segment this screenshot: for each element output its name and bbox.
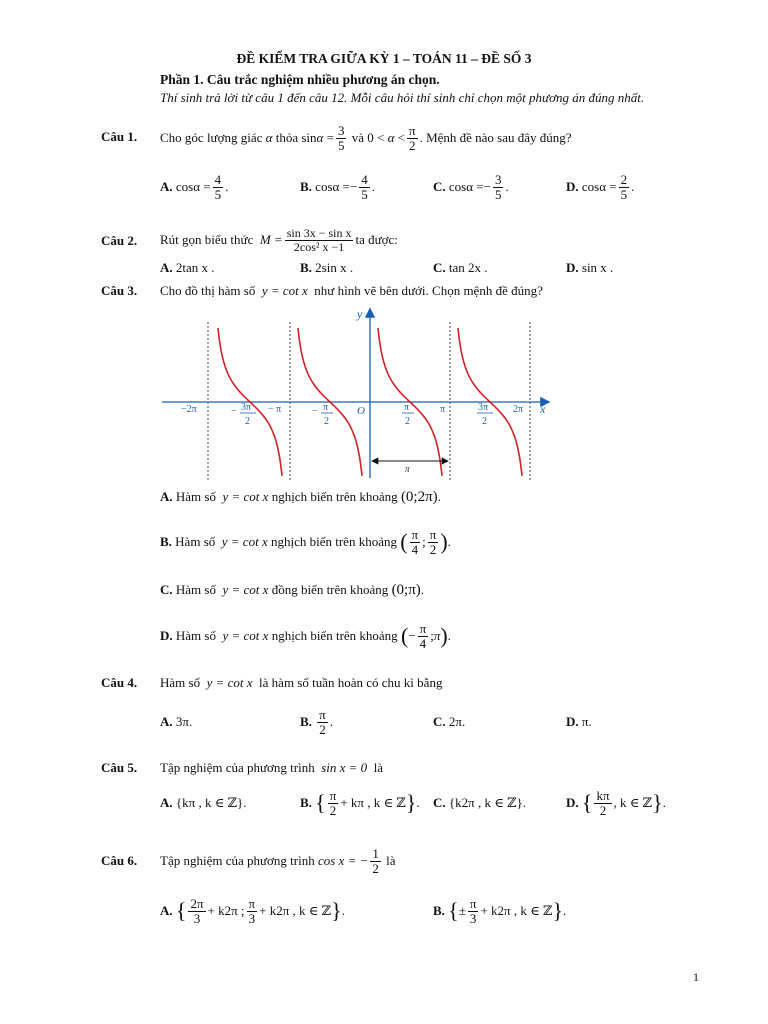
q4-option-d[interactable] (566, 714, 592, 730)
q5-option-d-den: 2 (599, 802, 607, 818)
q5-option-b-num: π (329, 787, 337, 803)
q1-stem (160, 119, 572, 157)
q4-option-b-num: π (319, 706, 326, 722)
tick-2pi: 2π (513, 404, 524, 415)
q6-option-a-mid: + k2π ; (207, 903, 245, 918)
q5-option-d-close-brace: } (652, 790, 663, 815)
q4-option-d-letter: D. (566, 714, 579, 729)
q1-option-a[interactable] (160, 169, 228, 205)
q3-option-c-mid: đồng biến trên khoảng (271, 582, 389, 597)
q3-option-a-mid: nghịch biến trên khoảng (271, 489, 398, 504)
q2-option-a-text: 2tan x . (175, 260, 215, 275)
cot-graph (158, 302, 558, 482)
q6-option-b-pre: ± (458, 903, 466, 918)
q4-stem-a: Hàm số (160, 675, 201, 690)
q3-option-a-pre: Hàm số (175, 489, 216, 504)
q5-option-d-letter: D. (566, 795, 579, 810)
q1-ineq-b: < (397, 130, 405, 145)
q1-option-b-lhs: cosα = (315, 179, 350, 194)
q6-option-b-den: 3 (469, 910, 477, 926)
q1-pi: π (408, 122, 416, 138)
q3-option-d-func: y = cot x (222, 628, 269, 643)
q6-frac (370, 847, 381, 875)
page-number: 1 (693, 970, 699, 984)
q1-eq: = (326, 130, 334, 145)
q6-option-b-end: . (563, 903, 567, 918)
q6-option-b-open-brace: { (448, 898, 459, 923)
q4-option-b-letter: B. (300, 714, 312, 729)
q3-option-b-pre: Hàm số (175, 534, 216, 549)
q2-option-d-text: sin x . (581, 260, 614, 275)
q3-option-b-b-den: 2 (429, 541, 437, 557)
q3-option-d-a-den: 4 (419, 635, 427, 651)
q2-option-b[interactable] (300, 260, 353, 276)
q4-option-c-letter: C. (433, 714, 446, 729)
q3-option-c[interactable] (160, 579, 424, 601)
tick-neg-2pi: −2π (181, 404, 197, 415)
q4-option-b-end: . (329, 714, 333, 729)
q3-option-d-open-paren: ( (400, 623, 409, 648)
q1-option-c-frac (493, 173, 504, 201)
q3-option-b-mid: nghịch biến trên khoảng (270, 534, 397, 549)
origin-label: O (357, 405, 365, 417)
q5-option-b[interactable] (300, 784, 420, 822)
q6-option-b-close-brace: } (552, 898, 564, 923)
q6-option-b-frac (468, 897, 479, 925)
q5-option-b-close-brace: } (405, 790, 417, 815)
q1-option-d-letter: D. (566, 179, 579, 194)
q3-option-b-open-paren: ( (400, 529, 408, 554)
q4-option-b-den: 2 (319, 721, 326, 737)
q6-num: 1 (372, 845, 379, 861)
q5-option-b-frac (328, 789, 339, 817)
x-axis-label: x (540, 402, 546, 416)
q1-pi-half (407, 124, 418, 152)
q3-option-c-pre: Hàm số (175, 582, 216, 597)
tick-neg-pi2-sign: − (312, 406, 318, 417)
q1-option-c-den: 5 (494, 186, 502, 202)
q1-option-d-end: . (631, 179, 635, 194)
q1-option-d-frac (619, 173, 630, 201)
q3-option-a-interval: (0;2π) (400, 488, 438, 505)
q5-option-d-rest: , k ∈ ℤ (613, 795, 653, 810)
q3-option-d-close-paren: ) (440, 623, 448, 648)
q3-option-d-sign: − (408, 628, 416, 643)
q4-stem (160, 675, 442, 691)
q4-option-b-frac (317, 708, 328, 736)
tick-pi: π (440, 404, 446, 415)
q1-alpha-3: α (387, 130, 395, 145)
q5-option-d[interactable] (566, 784, 666, 822)
q6-label: Câu 6. (101, 853, 138, 868)
q2-option-c-letter: C. (433, 260, 446, 275)
q2-option-b-text: 2sin x . (315, 260, 354, 275)
q3-option-a[interactable] (160, 486, 441, 508)
q6-option-a-letter: A. (160, 903, 173, 918)
tick-neg-pi: − π (268, 404, 282, 415)
q1-option-a-end: . (225, 179, 229, 194)
q6-stem-b: là (386, 853, 396, 868)
q3-option-b-frac-a (410, 528, 421, 556)
q4-option-a[interactable] (160, 714, 192, 730)
q4-option-a-text: 3π. (175, 714, 193, 729)
q3-stem-b: như hình vẽ bên dưới. Chọn mệnh đề đúng? (314, 283, 543, 298)
q6-option-b[interactable] (433, 891, 566, 931)
q2-option-c-text: tan 2x . (448, 260, 488, 275)
q6-den: 2 (372, 860, 379, 876)
tick-neg-pi2-den: 2 (324, 416, 329, 427)
tick-3pi2-den: 2 (482, 416, 487, 427)
q2-den: 2cos² x −1 (293, 239, 345, 254)
q6-lhs: cos x = − (317, 853, 369, 868)
tick-neg-3pi2-den: 2 (245, 416, 250, 427)
q1-alpha-2: α (316, 130, 324, 145)
q5-stem-a: Tập nghiệm của phương trình (160, 760, 315, 775)
q3-option-d-frac-a (418, 622, 429, 650)
q1-num: 3 (337, 122, 345, 138)
exam-title: ĐỀ KIỂM TRA GIỮA KỲ 1 – TOÁN 11 – ĐỀ SỐ 3 (236, 51, 532, 66)
q1-two: 2 (409, 137, 416, 153)
q6-stem-a: Tập nghiệm của phương trình (160, 853, 315, 868)
q2-option-d-letter: D. (566, 260, 579, 275)
tick-3pi2-num: 3π (478, 402, 489, 413)
q3-option-d-pre: Hàm số (175, 628, 216, 643)
q1-option-b-end: . (371, 179, 375, 194)
q6-option-a-n2: π (248, 895, 256, 911)
q6-option-b-letter: B. (433, 903, 445, 918)
q5-option-b-den: 2 (329, 802, 337, 818)
q6-option-a-d2: 3 (248, 910, 256, 926)
q1-option-a-den: 5 (214, 186, 222, 202)
q3-option-c-interval: (0;π) (391, 581, 421, 598)
q3-option-b-letter: B. (160, 534, 172, 549)
q2-stem-a: Rút gọn biểu thức (160, 232, 254, 247)
q1-option-b-den: 5 (361, 186, 368, 202)
q5-option-a-text: {kπ , k ∈ ℤ}. (175, 795, 247, 810)
tick-neg-3pi2-num: 3π (241, 402, 252, 413)
q3-option-b-end: . (447, 534, 451, 549)
q3-option-d-letter: D. (160, 628, 173, 643)
q6-option-a-frac-2 (247, 897, 258, 925)
instructions: Thí sinh trả lời từ câu 1 đến câu 12. Mỗi câu hỏi thí sinh chỉ chọn một phương án đúng nhất. (160, 90, 645, 105)
q1-option-d-num: 2 (620, 171, 628, 187)
q3-option-d-a-num: π (419, 620, 427, 636)
q4-option-c[interactable] (433, 714, 465, 730)
q5-option-a-letter: A. (160, 795, 173, 810)
q1-option-a-letter: A. (160, 179, 173, 194)
q6-option-b-rest: + k2π , k ∈ ℤ (480, 903, 553, 918)
q1-option-c-lhs: cosα = (448, 179, 484, 194)
q2-option-a-letter: A. (160, 260, 173, 275)
q5-option-b-open-brace: { (315, 790, 326, 815)
q5-option-b-rest: + kπ , k ∈ ℤ (340, 795, 406, 810)
q3-option-c-end: . (420, 582, 425, 597)
q3-label: Câu 3. (101, 283, 138, 298)
q3-option-d-b: π (433, 628, 441, 643)
q1-fraction (336, 124, 347, 152)
q3-option-d-mid: nghịch biến trên khoảng (271, 628, 398, 643)
q1-option-b-frac (359, 173, 370, 201)
q4-option-b[interactable] (300, 703, 333, 741)
q3-option-b-func: y = cot x (221, 534, 268, 549)
q2-option-c[interactable] (433, 260, 488, 276)
q3-func: y = cot x (261, 283, 308, 298)
q1-stem-c: . Mệnh đề nào sau đây đúng? (419, 130, 572, 145)
q3-option-c-func: y = cot x (222, 582, 269, 597)
q5-option-d-open-brace: { (581, 790, 593, 815)
q6-option-a-close-brace: } (331, 898, 342, 923)
q2-num: sin 3x − sin x (286, 225, 352, 240)
tick-pi2-num: π (404, 402, 410, 413)
q2-label: Câu 2. (101, 233, 138, 248)
q1-ineq-a: 0 < (367, 130, 385, 145)
q3-option-d-sep: ; (430, 628, 434, 643)
q1-option-d-den: 5 (620, 186, 628, 202)
q3-stem-a: Cho đồ thị hàm số (160, 283, 256, 298)
q2-lhs: M = (259, 232, 283, 247)
q4-label: Câu 4. (101, 675, 138, 690)
q2-stem-b: ta được: (355, 232, 398, 247)
q3-option-d-end: . (447, 628, 451, 643)
q6-stem (160, 842, 396, 880)
q1-stem-b: thỏa (275, 130, 299, 145)
tick-neg-3pi2-sign: − (231, 406, 237, 417)
q1-option-b-num: 4 (361, 171, 368, 187)
q3-option-a-letter: A. (160, 489, 173, 504)
q1-stem-a: Cho góc lượng giác (160, 130, 263, 145)
q6-option-a-end: . (341, 903, 345, 918)
q5-option-a[interactable] (160, 795, 247, 811)
q4-stem-b: là hàm số tuần hoàn có chu kì bằng (259, 675, 443, 690)
q5-label: Câu 5. (101, 760, 138, 775)
q5-stem-b: là (373, 760, 384, 775)
q1-label: Câu 1. (101, 129, 138, 144)
q2-option-a[interactable] (160, 260, 215, 276)
q1-option-c-sign: − (483, 179, 491, 194)
q6-option-a-d1: 3 (193, 910, 201, 926)
q1-option-b-sign: − (349, 179, 358, 194)
q5-option-d-frac (594, 789, 611, 817)
q3-option-b-a-den: 4 (411, 541, 419, 557)
q5-eq: sin x = 0 (321, 760, 368, 775)
q1-den: 5 (337, 137, 345, 153)
q2-option-b-letter: B. (300, 260, 312, 275)
q1-option-c-end: . (505, 179, 509, 194)
q6-option-a-frac-1 (188, 897, 205, 925)
period-label: π (405, 464, 410, 474)
q1-and: và (351, 130, 364, 145)
q1-option-c[interactable] (433, 169, 509, 205)
y-axis-label: y (357, 307, 363, 321)
q1-option-c-letter: C. (433, 179, 446, 194)
q1-option-b[interactable] (300, 169, 375, 205)
q4-option-a-letter: A. (160, 714, 173, 729)
q5-option-d-end: . (662, 795, 666, 810)
q5-option-b-end: . (416, 795, 420, 810)
q3-option-b-a-num: π (411, 526, 419, 542)
q2-option-d[interactable] (566, 260, 613, 276)
q1-option-b-letter: B. (300, 179, 312, 194)
q6-option-a-rest: + k2π , k ∈ ℤ (259, 903, 332, 918)
q1-option-d-lhs: cosα = (581, 179, 617, 194)
q5-option-c-letter: C. (433, 795, 446, 810)
q6-option-a-open-brace: { (175, 898, 187, 923)
q3-stem (160, 283, 543, 299)
q3-option-b-sep: ; (422, 534, 426, 549)
q1-alpha: α (265, 130, 273, 145)
q2-fraction (285, 227, 354, 253)
q6-option-b-num: π (469, 895, 477, 911)
q6-option-a-n1: 2π (190, 895, 204, 911)
q4-func: y = cot x (206, 675, 253, 690)
part-heading: Phần 1. Câu trắc nghiệm nhiều phương án chọn. (160, 72, 440, 87)
q3-option-b[interactable] (160, 522, 451, 562)
tick-pi2-den: 2 (405, 416, 410, 427)
q5-stem (160, 760, 383, 776)
q3-option-b-frac-b (428, 528, 439, 556)
q3-option-b-close-paren: ) (440, 529, 448, 554)
q3-option-c-letter: C. (160, 582, 173, 597)
q6-option-a[interactable] (160, 891, 345, 931)
q4-option-c-text: 2π. (448, 714, 466, 729)
q5-option-c[interactable] (433, 795, 526, 811)
q1-option-d[interactable] (566, 169, 634, 205)
q5-option-b-letter: B. (300, 795, 312, 810)
q1-option-a-num: 4 (214, 171, 222, 187)
q2-stem (160, 222, 398, 258)
q3-option-a-func: y = cot x (222, 489, 269, 504)
q1-option-a-frac (213, 173, 224, 201)
q3-option-b-b-num: π (429, 526, 437, 542)
tick-neg-pi2-num: π (323, 402, 329, 413)
q1-option-c-num: 3 (494, 171, 502, 187)
q3-option-d[interactable] (160, 616, 451, 656)
q1-sin: sin (301, 130, 317, 145)
q5-option-d-num: kπ (596, 787, 610, 803)
q1-option-a-lhs: cosα = (175, 179, 211, 194)
q5-option-c-text: {k2π , k ∈ ℤ}. (448, 795, 527, 810)
q4-option-d-text: π. (581, 714, 592, 729)
q3-option-a-end: . (437, 489, 441, 504)
